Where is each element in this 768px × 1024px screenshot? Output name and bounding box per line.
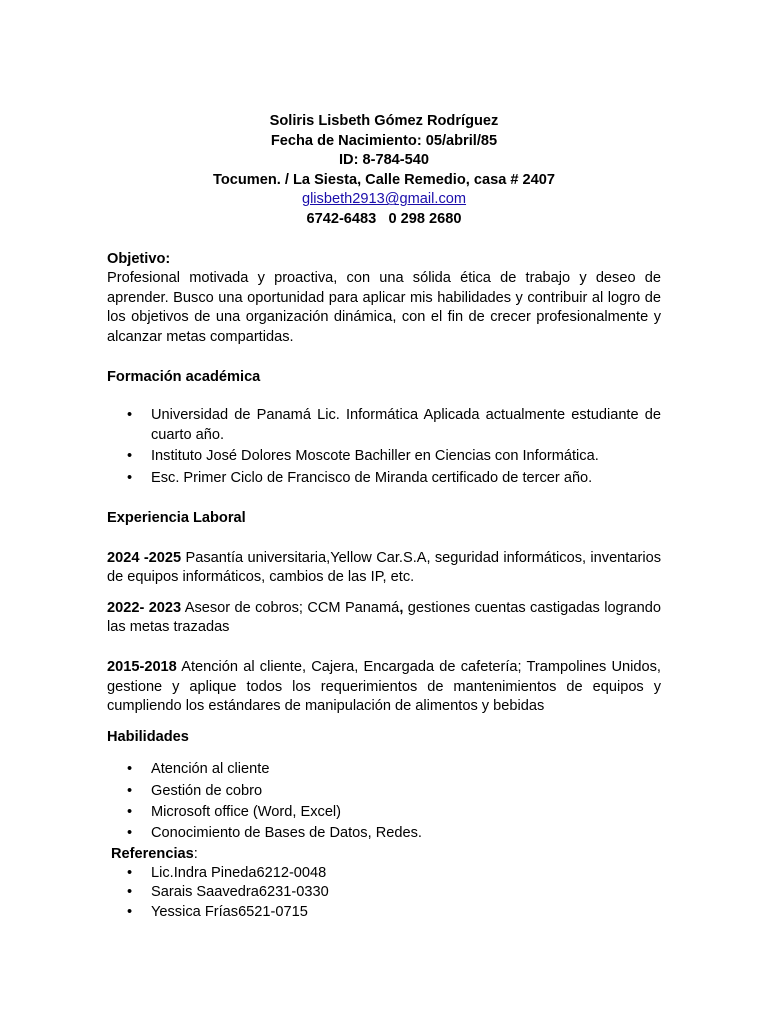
- experience-text: Pasantía universitaria,Yellow Car.S.A, seguridad informáticos, inventarios de equipos informáticos, cambios de las IP, etc.: [107, 549, 661, 586]
- experience-title: Experiencia Laboral: [107, 510, 246, 527]
- experience-years: 2024 -2025: [107, 549, 182, 566]
- list-item: [107, 864, 661, 883]
- experience-years: 2022- 2023: [107, 599, 182, 616]
- bullet-icon: •: [127, 448, 133, 465]
- reference-name: Lic.Indra Pineda: [151, 865, 257, 882]
- experience-entry: 2022- 2023 Asesor de cobros; CCM Panamá, gestiones cuentas castigadas logrando las metas trazadas: [107, 599, 661, 636]
- email-link[interactable]: glisbeth2913@gmail.com: [301, 191, 467, 208]
- address: Tocumen. / La Siesta, Calle Remedio, casa # 2407: [212, 171, 556, 188]
- bullet-icon: •: [127, 865, 133, 882]
- bullet-icon: •: [127, 884, 133, 901]
- birth-date: Fecha de Nacimiento: 05/abril/85: [270, 132, 498, 149]
- reference-phone: 6521-0715: [238, 903, 308, 920]
- reference-name: Sarais Saavedra: [151, 884, 259, 901]
- list-item: • Esc. Primer Ciclo de Francisco de Miranda certificado de tercer año.: [127, 469, 593, 486]
- experience-text: Atención al cliente, Cajera, Encargada de cafetería; Trampolines Unidos, gestione y aplique todos los requerimientos de mantenimientos de equipos y cumpliendo los estándares de manipulación de alimentos y bebidas: [107, 658, 661, 715]
- bullet-icon: •: [127, 761, 133, 778]
- experience-entry: [107, 658, 661, 717]
- id-number: ID: 8-784-540: [338, 152, 430, 169]
- experience-text: Asesor de cobros; CCM Panamá: [181, 599, 400, 616]
- education-title: Formación académica: [107, 368, 261, 385]
- reference-phone: 6231-0330: [258, 884, 329, 901]
- bullet-icon: •: [127, 825, 133, 842]
- list-item: [107, 883, 661, 902]
- education-list: [107, 405, 661, 488]
- phone-numbers: [107, 210, 661, 230]
- bullet-icon: •: [127, 903, 133, 920]
- email-line: [107, 190, 661, 210]
- references-list: [107, 864, 661, 922]
- bullet-icon: •: [127, 407, 133, 424]
- bullet-icon: •: [127, 469, 133, 486]
- list-item: • Universidad de Panamá Lic. Informática Aplicada actualmente estudiante de cuarto año.: [127, 407, 661, 444]
- list-item: • Microsoft office (Word, Excel): [127, 803, 342, 820]
- phone-secondary: 0 298 2680: [388, 210, 462, 227]
- resume-page: [107, 112, 661, 922]
- experience-years: 2015-2018: [107, 658, 177, 675]
- objective-title: Objetivo:: [107, 250, 171, 267]
- experience-text-continued: gestiones cuentas castigadas logrando las metas trazadas: [107, 599, 661, 636]
- phone-primary: 6742-6483: [306, 210, 377, 227]
- list-item: • Atención al cliente: [127, 761, 270, 778]
- list-item: • Conocimiento de Bases de Datos, Redes.: [127, 825, 422, 842]
- list-item: • Instituto José Dolores Moscote Bachiller en Ciencias con Informática.: [127, 448, 599, 465]
- reference-phone: 6212-0048: [256, 865, 327, 882]
- bullet-icon: •: [127, 803, 133, 820]
- full-name: Soliris Lisbeth Gómez Rodríguez: [269, 113, 499, 129]
- references-title: Referencias: [111, 845, 194, 862]
- list-item: • Gestión de cobro: [127, 782, 263, 799]
- objective-text: Profesional motivada y proactiva, con una sólida ética de trabajo y deseo de aprender. Busco una oportunidad para aplicar mis habilidades y contribuir al logro de los objetivos de una organización dinámica, con el fin de crecer profesionalmente y alcanzar metas compartidas.: [107, 270, 661, 345]
- reference-name: Yessica Frías: [151, 903, 239, 920]
- references-heading: Referencias:: [111, 845, 198, 862]
- list-item: [107, 903, 661, 922]
- resume-header: [107, 112, 661, 230]
- skills-list: [107, 759, 661, 843]
- skills-title: Habilidades: [107, 728, 189, 745]
- experience-entry: [107, 549, 661, 588]
- bullet-icon: •: [127, 782, 133, 799]
